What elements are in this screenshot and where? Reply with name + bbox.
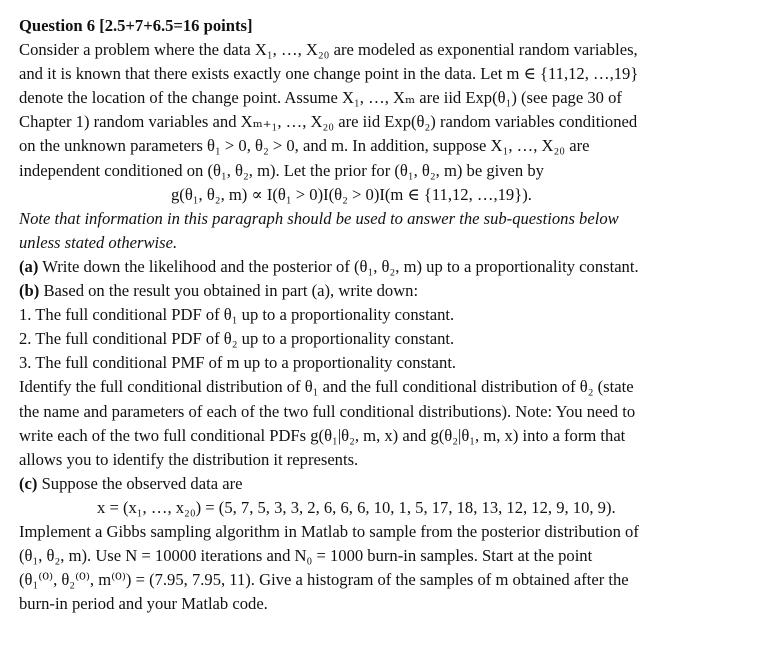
intro-line-1: Consider a problem where the data X₁, …, X₂₀ are modeled as exponential random variables, [19, 40, 638, 60]
part-c-follow-3: (θ₁⁽⁰⁾, θ₂⁽⁰⁾, m⁽⁰⁾) = (7.95, 7.95, 11). Give a histogram of the samples of m obtained after the [19, 570, 629, 590]
part-b-text: Based on the result you obtained in part (a), write down: [43, 281, 419, 301]
part-b-label: (b) [19, 281, 40, 301]
intro-line-3: denote the location of the change point. Assume X₁, …, Xₘ are iid Exp(θ₁) (see page 30 of [19, 88, 622, 108]
part-a [19, 255, 747, 279]
part-c-label: (c) [19, 473, 38, 493]
intro-line-5: on the unknown parameters θ₁ > 0, θ₂ > 0, and m. In addition, suppose X₁, …, X₂₀ are [19, 136, 590, 156]
part-c-follow-1: Implement a Gibbs sampling algorithm in Matlab to sample from the posterior distribution of [19, 521, 639, 541]
note-line-1: Note that information in this paragraph should be used to answer the sub-questions below [19, 208, 619, 228]
part-a-text: Write down the likelihood and the posterior of (θ₁, θ₂, m) up to a proportionality constant. [42, 256, 639, 276]
part-b-follow-3: write each of the two full conditional PDFs g(θ₁|θ₂, m, x) and g(θ₂|θ₁, m, x) into a form that [19, 425, 626, 445]
part-c-follow-2: (θ₁, θ₂, m). Use N = 10000 iterations and N₀ = 1000 burn-in samples. Start at the point [19, 546, 593, 566]
part-c-follow-4: burn-in period and your Matlab code. [19, 594, 268, 614]
part-b-item-2: 2. The full conditional PDF of θ₂ up to a proportionality constant. [19, 329, 455, 349]
part-c-text: Suppose the observed data are [41, 473, 243, 493]
part-b-item-1: 1. The full conditional PDF of θ₁ up to a proportionality constant. [19, 305, 455, 325]
part-c [19, 472, 747, 496]
part-b [19, 279, 747, 303]
intro-line-6: independent conditioned on (θ₁, θ₂, m). Let the prior for (θ₁, θ₂, m) be given by [19, 160, 544, 180]
part-b-follow-1: Identify the full conditional distribution of θ₁ and the full conditional distribution of θ₂ (state [19, 377, 634, 397]
part-b-follow-4: allows you to identify the distribution it represents. [19, 449, 359, 469]
note-line-2: unless stated otherwise. [19, 232, 178, 252]
intro-line-2: and it is known that there exists exactly one change point in the data. Let m ∈ {11,12, …,19} [19, 64, 639, 84]
data-formula: x = (x₁, …, x₂₀) = (5, 7, 5, 3, 3, 2, 6, 6, 6, 10, 1, 5, 17, 18, 13, 12, 12, 9, 10, 9). [97, 497, 616, 517]
intro-line-4: Chapter 1) random variables and Xₘ₊₁, …, X₂₀ are iid Exp(θ₂) random variables conditioned [19, 112, 638, 132]
part-b-item-3: 3. The full conditional PMF of m up to a proportionality constant. [19, 353, 457, 373]
question-title: Question 6 [2.5+7+6.5=16 points] [19, 16, 253, 35]
prior-formula: g(θ₁, θ₂, m) ∝ I(θ₁ > 0)I(θ₂ > 0)I(m ∈ {11,12, …,19}). [171, 184, 532, 204]
part-a-label: (a) [19, 256, 39, 276]
part-b-follow-2: the name and parameters of each of the two full conditional distributions). Note: You need to [19, 401, 636, 421]
